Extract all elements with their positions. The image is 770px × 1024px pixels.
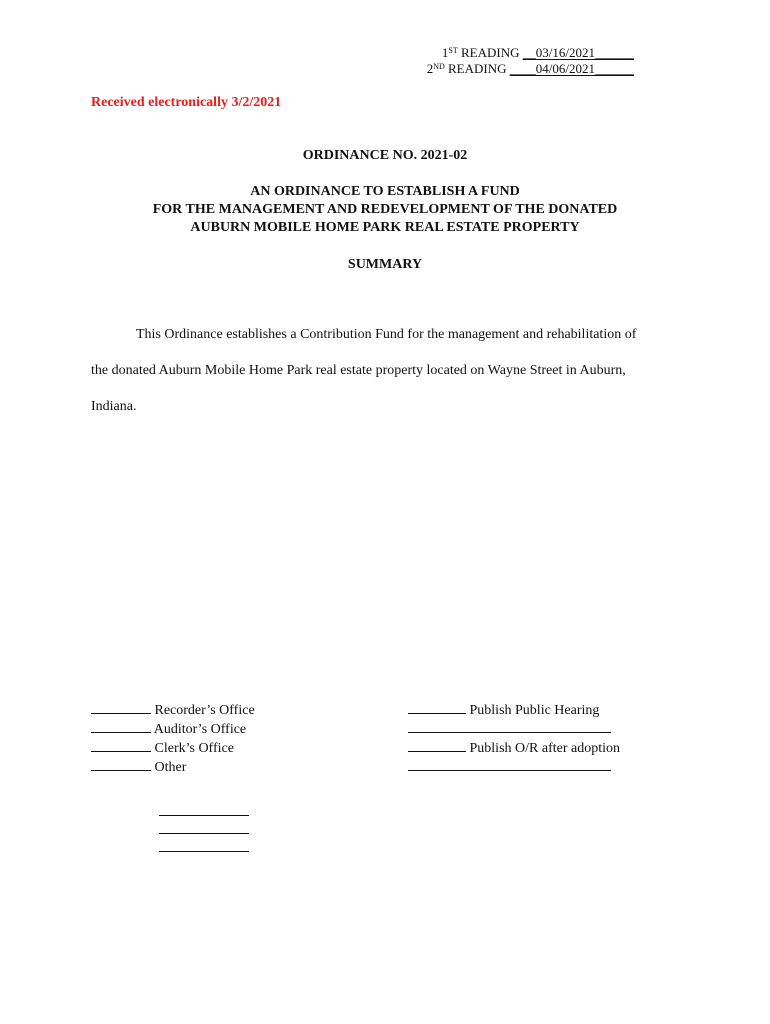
blank-line <box>159 834 249 852</box>
summary-paragraph-line: the donated Auburn Mobile Home Park real estate property located on Wayne Street in Auburn, <box>91 363 626 378</box>
distribution-item: Auditor’s Office <box>91 720 255 739</box>
distribution-item: Publish O/R after adoption <box>408 739 620 758</box>
title-line: FOR THE MANAGEMENT AND REDEVELOPMENT OF THE DONATED <box>152 202 618 217</box>
first-reading: 1ST READING __03/16/2021______ <box>441 45 634 60</box>
summary-heading: SUMMARY <box>347 257 423 272</box>
summary-paragraph-line: This Ordinance establishes a Contribution Fund for the management and rehabilitation of <box>136 327 637 342</box>
distribution-list-left <box>91 701 255 777</box>
blank-line <box>159 798 249 816</box>
distribution-blank-line <box>408 758 620 777</box>
distribution-item: Other <box>91 758 255 777</box>
distribution-blank-line <box>408 720 620 739</box>
received-stamp: Received electronically 3/2/2021 <box>91 95 282 110</box>
ordinance-title <box>0 183 770 237</box>
title-line: AN ORDINANCE TO ESTABLISH A FUND <box>250 184 520 199</box>
signature-blank-lines <box>159 798 249 852</box>
distribution-item: Publish Public Hearing <box>408 701 620 720</box>
summary-paragraph-line: Indiana. <box>91 399 137 414</box>
title-line: AUBURN MOBILE HOME PARK REAL ESTATE PROPERTY <box>190 220 580 235</box>
first-reading-date: __03/16/2021______ <box>522 45 634 60</box>
reading-dates <box>427 45 634 77</box>
second-reading: 2ND READING ____04/06/2021______ <box>426 61 634 76</box>
ordinance-number: ORDINANCE NO. 2021-02 <box>302 148 468 163</box>
second-reading-date: ____04/06/2021______ <box>509 61 634 76</box>
distribution-item: Recorder’s Office <box>91 701 255 720</box>
distribution-item: Clerk’s Office <box>91 739 255 758</box>
distribution-list-right <box>408 701 620 777</box>
blank-line <box>159 816 249 834</box>
